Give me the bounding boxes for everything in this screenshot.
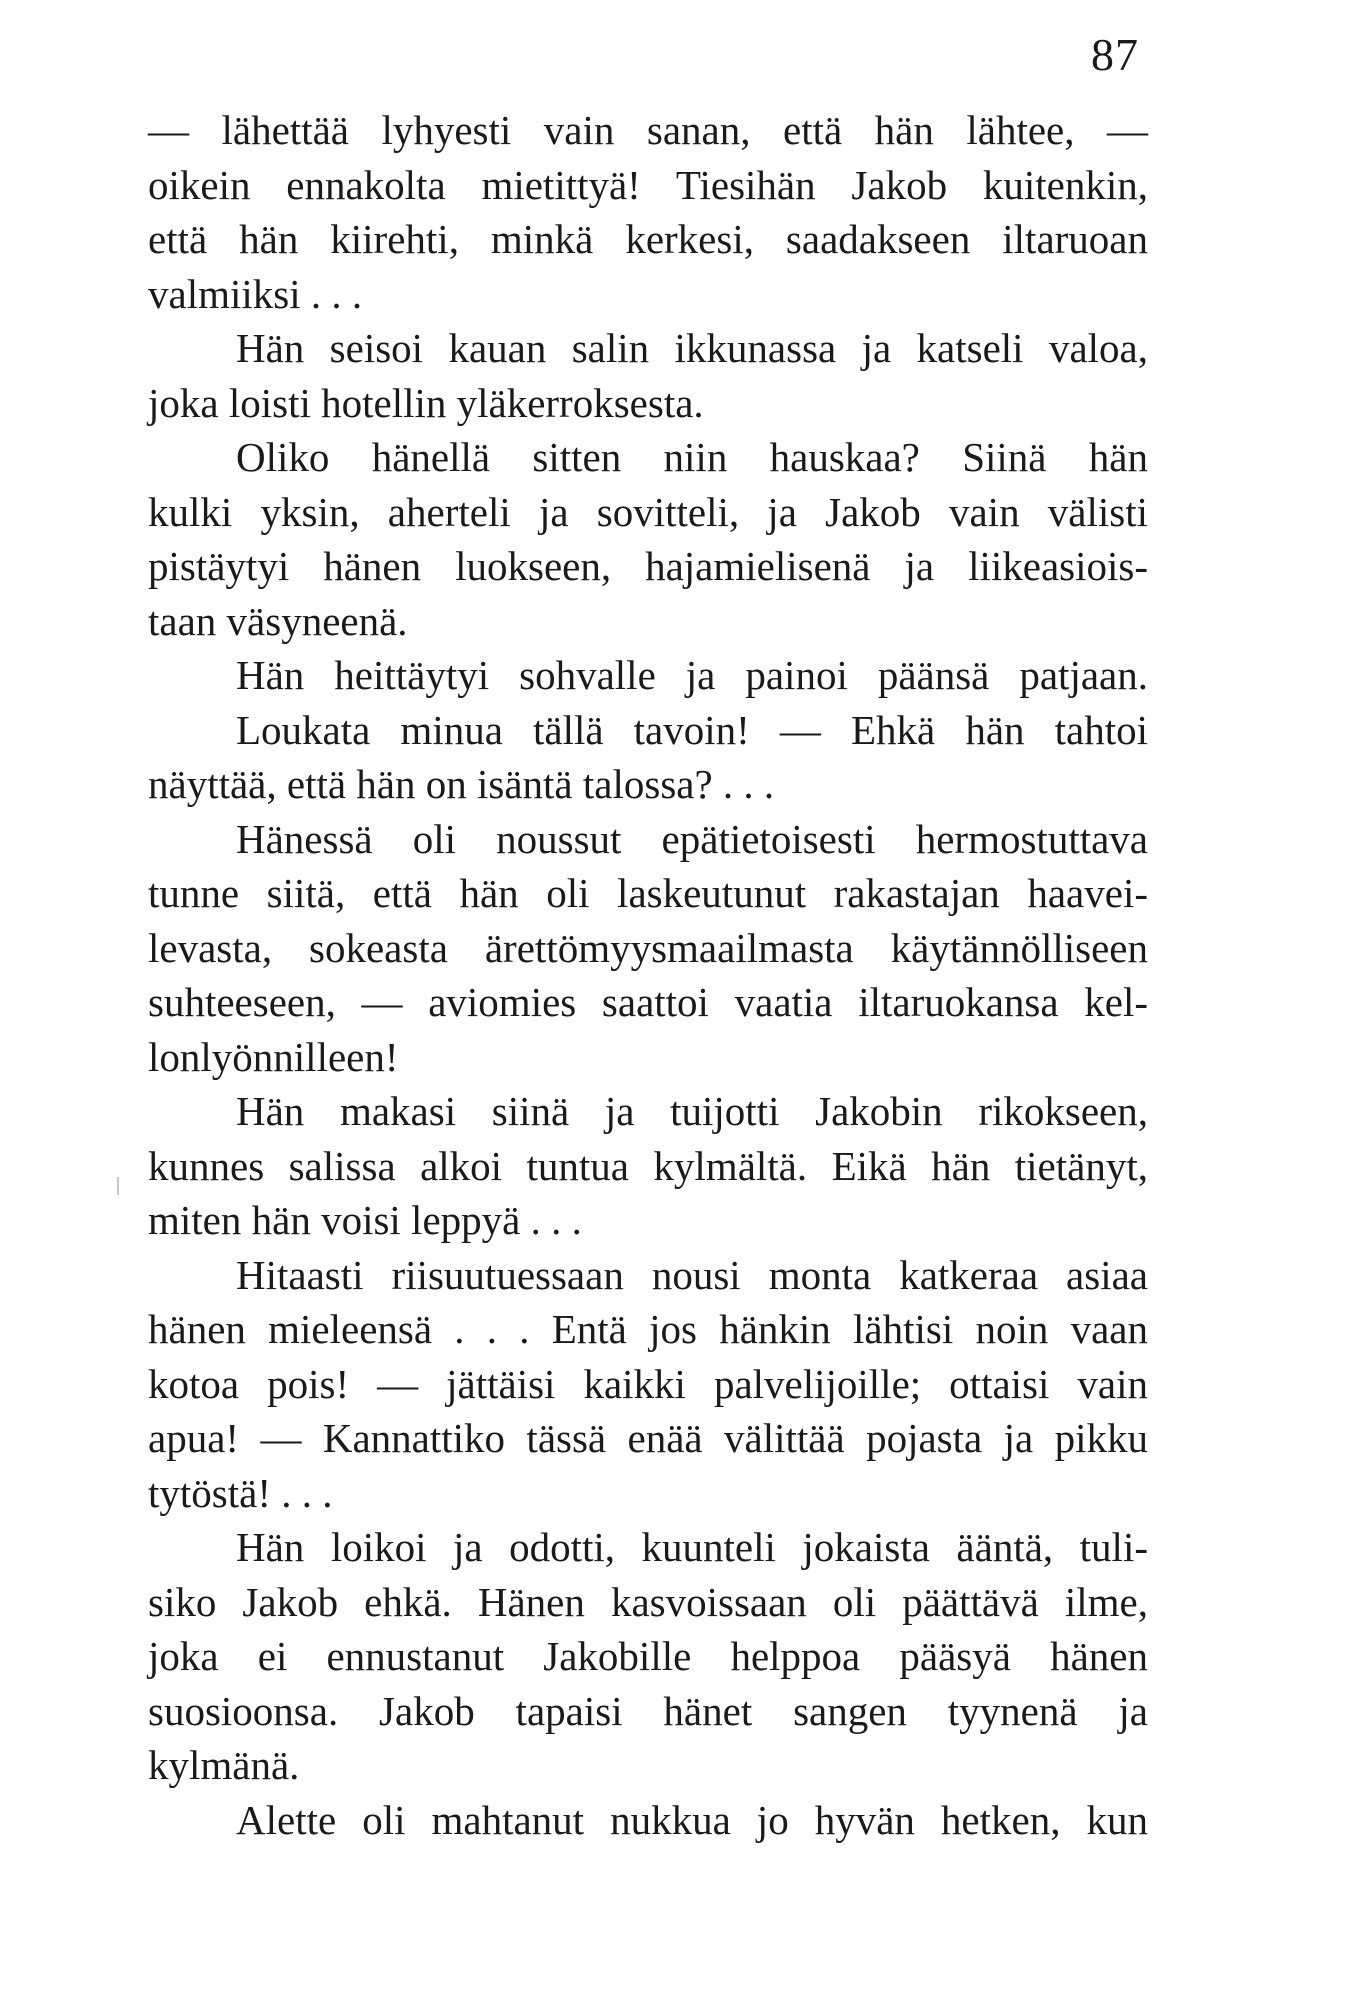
body-text <box>148 103 1148 1847</box>
text-line: suhteeseen, — aviomies saattoi vaatia iltaruokansa kel- <box>148 979 1148 1025</box>
text-line: lonlyönnilleen! <box>148 1033 399 1080</box>
text-line: Hän heittäytyi sohvalle ja painoi päänsä patjaan. <box>236 652 1148 698</box>
text-line: Hänessä oli noussut epätietoisesti hermostuttava <box>236 815 1148 862</box>
text-line: kotoa pois! — jättäisi kaikki palvelijoille; ottaisi vain <box>148 1360 1148 1407</box>
text-line: Loukata minua tällä tavoin! — Ehkä hän tahtoi <box>236 706 1148 753</box>
text-line: tytöstä! . . . <box>148 1469 333 1516</box>
text-line: siko Jakob ehkä. Hänen kasvoissaan oli päättävä ilme, <box>148 1578 1148 1625</box>
text-line: Hitaasti riisuutuessaan nousi monta katkeraa asiaa <box>236 1251 1148 1298</box>
text-line: näyttää, että hän on isäntä talossa? . . . <box>148 761 775 807</box>
text-line: valmiiksi . . . <box>148 270 363 317</box>
text-line: Hän makasi siinä ja tuijotti Jakobin rikokseen, <box>236 1088 1148 1134</box>
text-line: levasta, sokeasta ärettömyysmaailmasta käytännölliseen <box>148 924 1148 971</box>
text-line: Oliko hänellä sitten niin hauskaa? Siinä hän <box>236 434 1148 480</box>
text-line: — lähettää lyhyesti vain sanan, että hän lähtee, — <box>148 107 1148 153</box>
text-line: Hän seisoi kauan salin ikkunassa ja katseli valoa, <box>236 325 1148 371</box>
text-line: joka loisti hotellin yläkerroksesta. <box>148 379 704 426</box>
text-line: miten hän voisi leppyä . . . <box>148 1197 582 1243</box>
text-line: Alette oli mahtanut nukkua jo hyvän hetken, kun <box>236 1796 1148 1843</box>
text-line: kulki yksin, aherteli ja sovitteli, ja Jakob vain välisti <box>148 488 1148 535</box>
text-line: apua! — Kannattiko tässä enää välittää pojasta ja pikku <box>148 1415 1148 1461</box>
text-line: kylmänä. <box>148 1742 300 1788</box>
text-line: kunnes salissa alkoi tuntua kylmältä. Eikä hän tietänyt, <box>148 1142 1148 1189</box>
text-line: suosioonsa. Jakob tapaisi hänet sangen tyynenä ja <box>148 1687 1148 1734</box>
text-line: joka ei ennustanut Jakobille helppoa pääsyä hänen <box>148 1633 1148 1679</box>
text-line: oikein ennakolta mietittyä! Tiesihän Jakob kuitenkin, <box>148 161 1148 208</box>
margin-mark <box>117 1177 119 1195</box>
text-line: tunne siitä, että hän oli laskeutunut rakastajan haavei- <box>148 870 1148 916</box>
text-line: hänen mieleensä . . . Entä jos hänkin lähtisi noin vaan <box>148 1306 1148 1352</box>
page-number: 87 <box>1091 29 1139 80</box>
text-line: että hän kiirehti, minkä kerkesi, saadakseen iltaruoan <box>148 216 1148 262</box>
text-line: pistäytyi hänen luokseen, hajamielisenä ja liikeasiois- <box>148 543 1148 589</box>
text-line: taan väsyneenä. <box>148 597 408 644</box>
text-line: Hän loikoi ja odotti, kuunteli jokaista ääntä, tuli- <box>236 1524 1148 1570</box>
